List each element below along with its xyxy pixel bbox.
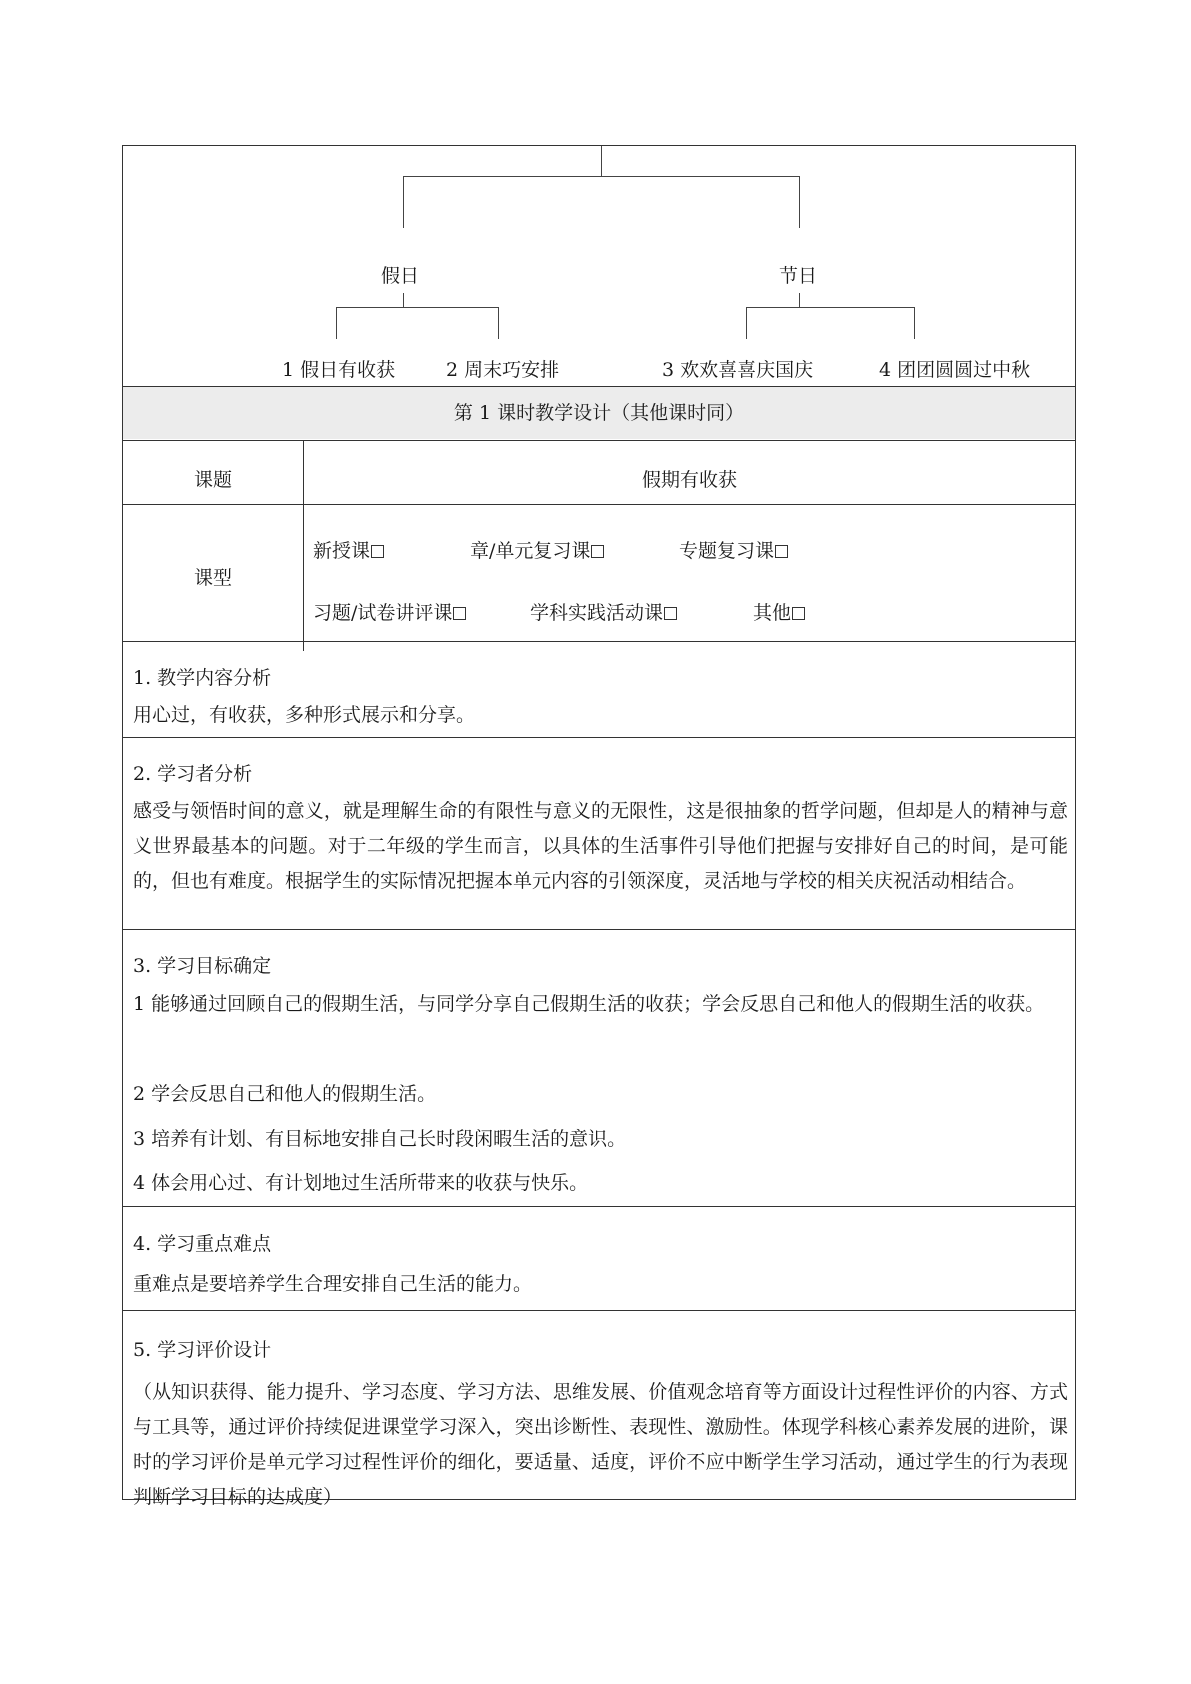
section-3-objective-1: 1 能够通过回顾自己的假期生活，与同学分享自己假期生活的收获；学会反思自己和他人的假期生活的收获。 [133,993,1045,1015]
lesson-type-label: 课型 [193,567,232,589]
row-divider [123,440,1075,441]
topic-value: 假期有收获 [641,469,737,491]
lesson-type-option-other[interactable]: 其他 [753,601,805,625]
tree-leaf-lesson-4: 4 团团圆圆过中秋 [879,359,1031,381]
section-3-objective-4: 4 体会用心过、有计划地过生活所带来的收获与快乐。 [133,1172,589,1194]
section-3-objective-3: 3 培养有计划、有目标地安排自己长时段闲暇生活的意识。 [133,1128,627,1150]
topic-label: 课题 [193,469,232,491]
tree-connector [403,293,404,307]
tree-connector [336,307,498,308]
lesson-type-option-new[interactable]: 新授课 [313,539,384,563]
tree-connector [498,307,499,339]
row-divider [123,1206,1075,1207]
tree-connector [799,176,800,228]
lesson-plan-table [122,145,1076,1508]
tree-node-holiday: 假日 [381,265,420,287]
tree-connector [799,293,800,307]
row-divider [123,641,1075,642]
checkbox[interactable] [591,545,604,558]
tree-connector [914,307,915,339]
tree-connector [403,176,404,228]
tree-leaf-lesson-3: 3 欢欢喜喜庆国庆 [662,359,814,381]
section-5-title: 5. 学习评价设计 [133,1339,272,1361]
section-3-objective-2: 2 学会反思自己和他人的假期生活。 [133,1083,437,1105]
section-2-title: 2. 学习者分析 [133,763,253,785]
unit-structure-diagram [123,146,1075,386]
row-divider [123,1310,1075,1311]
tree-node-festival: 节日 [779,265,818,287]
lesson-type-option-unit-review[interactable]: 章/单元复习课 [470,539,604,563]
tree-connector [746,307,747,339]
tree-leaf-lesson-1: 1 假日有收获 [282,359,396,381]
tree-connector [601,146,602,176]
row-divider [123,929,1075,930]
checkbox[interactable] [453,607,466,620]
lesson-type-option-topic-review[interactable]: 专题复习课 [679,539,788,563]
section-4-paragraph: 重难点是要培养学生合理安排自己生活的能力。 [133,1273,533,1295]
lesson-type-option-exercise-review[interactable]: 习题/试卷讲评课 [313,601,466,625]
section-1-title: 1. 教学内容分析 [133,667,272,689]
checkbox[interactable] [775,545,788,558]
row-divider [123,737,1075,738]
design-header: 第 1 课时教学设计（其他课时同） [453,402,745,424]
lesson-type-option-practice-activity[interactable]: 学科实践活动课 [530,601,677,625]
section-4-title: 4. 学习重点难点 [133,1233,272,1255]
row-divider [123,504,1075,505]
checkbox[interactable] [664,607,677,620]
section-5-paragraph: （从知识获得、能力提升、学习态度、学习方法、思维发展、价值观念培育等方面设计过程性评价的内容、方式与工具等，通过评价持续促进课堂学习深入，突出诊断性、表现性、激励性。体现学科核心素养发展的进阶，课时的学习评价是单元学习过程性评价的细化，要适量、适度，评价不应中断学生学习活动，通过学生的行为表现判断学习目标的达成度） [133,1381,1068,1508]
tree-connector [746,307,914,308]
tree-leaf-lesson-2: 2 周末巧安排 [446,359,560,381]
design-header-row [123,387,1075,439]
section-2-paragraph: 感受与领悟时间的意义，就是理解生命的有限性与意义的无限性，这是很抽象的哲学问题，但却是人的精神与意义世界最基本的问题。对于二年级的学生而言，以具体的生活事件引导他们把握与安排好自己的时间，是可能的，但也有难度。根据学生的实际情况把握本单元内容的引领深度，灵活地与学校的相关庆祝活动相结合。 [133,800,1068,892]
checkbox[interactable] [371,545,384,558]
section-1-paragraph: 用心过，有收获，多种形式展示和分享。 [133,704,476,726]
checkbox[interactable] [792,607,805,620]
tree-connector [403,176,799,177]
section-3-title: 3. 学习目标确定 [133,955,272,977]
tree-connector [336,307,337,339]
